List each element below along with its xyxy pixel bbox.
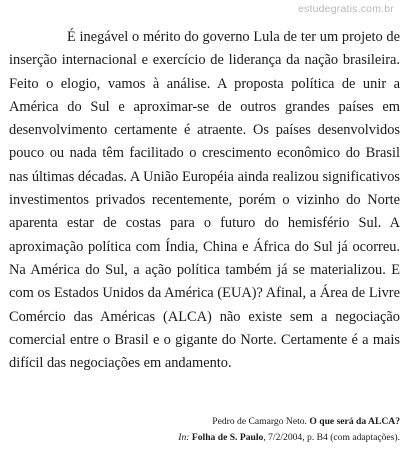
citation-author: Pedro de Camargo Neto.: [212, 416, 307, 427]
watermark: estudegratis.com.br: [297, 3, 394, 15]
citation-in-label: In:: [178, 432, 190, 443]
citation-line-2: [100, 430, 400, 446]
citation-line-1: [100, 414, 400, 430]
source-citation: [100, 414, 400, 446]
article-paragraph: É inegável o mérito do governo Lula de ter um projeto de inserção internacional e exercício de liderança da nação brasileira. Feito o elogio, vamos à análise. A proposta política de unir a América do Sul e aproximar-se de outros grandes países em desenvolvimento certamente é atraente. Os países desenvolvidos pouco ou nada têm facilitado o crescimento econômico do Brasil nas últimas décadas. A União Européia ainda realizou significativos investimentos privados recentemente, porém o vizinho do Norte aparenta estar de costas para o futuro do hemisfério Sul. A aproximação política com Índia, China e África do Sul já ocorreu. Na América do Sul, a ação política também já se materializou. E com os Estados Unidos da América (EUA)? Afinal, a Área de Livre Comércio das Américas (ALCA) não existe sem a negociação comercial entre o Brasil e o gigante do Norte. Certamente é a mais difícil das negociações em andamento.: [9, 29, 400, 372]
citation-source: Folha de S. Paulo: [191, 432, 264, 443]
citation-details: , 7/2/2004, p. B4 (com adaptações).: [263, 432, 400, 443]
citation-title: O que será da ALCA?: [309, 416, 400, 427]
